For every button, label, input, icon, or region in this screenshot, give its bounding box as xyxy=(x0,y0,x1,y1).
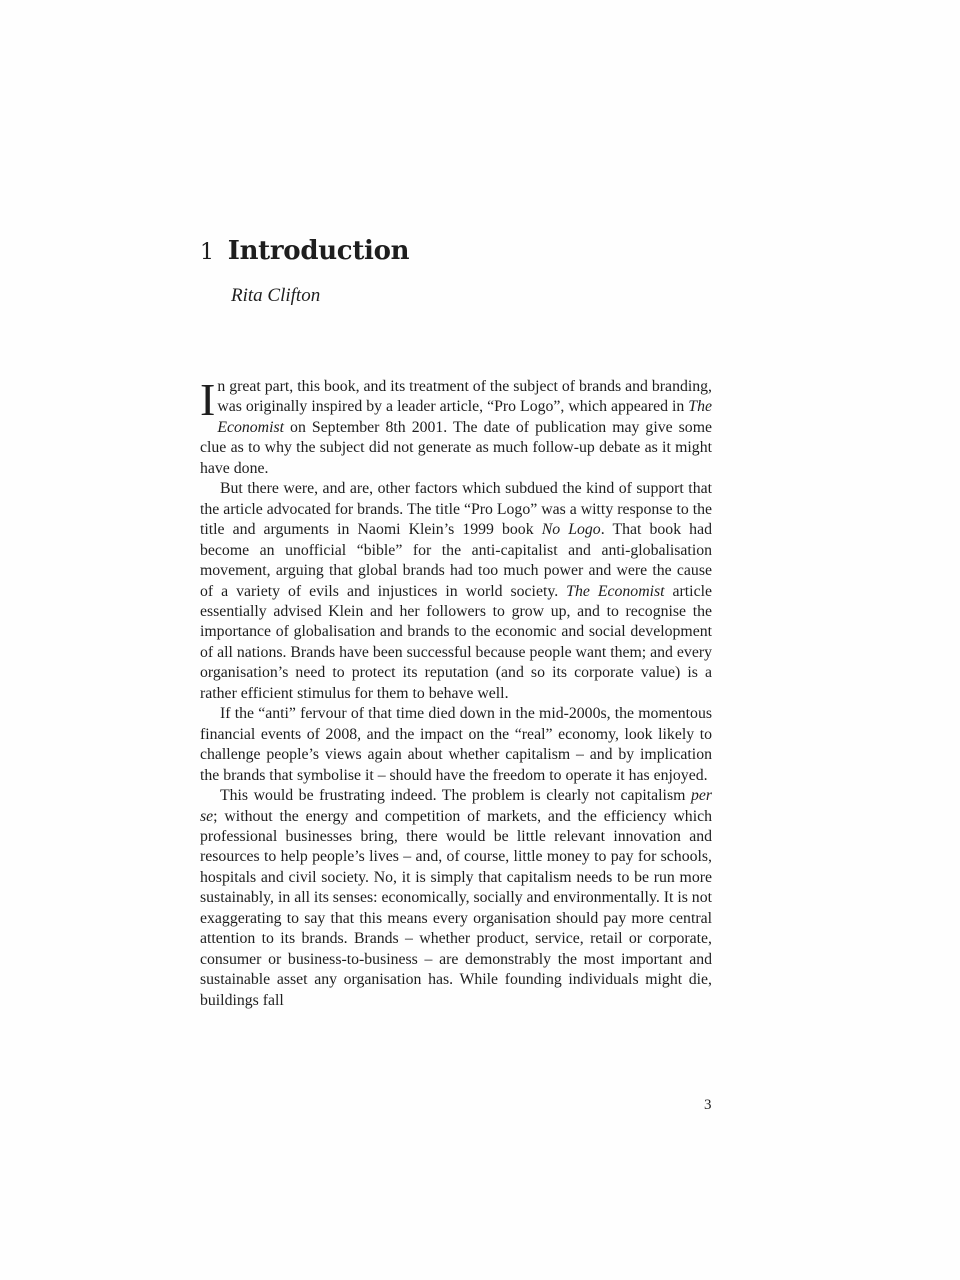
paragraph-3: If the “anti” fervour of that time died down in the mid-2000s, the momentous financial events of 2008, and the impact on the “real” economy, look likely to challenge people’s views again about whether capitalism – and by implication the brands that symbolise it – should have the freedom to operate it has enjoyed. xyxy=(200,705,712,784)
italic-term: per se xyxy=(200,787,712,825)
chapter-heading xyxy=(200,234,409,270)
paragraph-2: But there were, and are, other factors which subdued the kind of support that the article advocated for brands. The title “Pro Logo” was a witty response to the title and arguments in Naomi Klein’s 1999 book No Logo. That book had become an unofficial “bible” for the anti-capitalist and anti-globalisation movement, arguing that global brands had too much power and were the cause of a variety of evils and injustices in world society. The Economist article essentially advised Klein and her followers to grow up, and to recognise the importance of globalisation and brands to the economic and social development of all nations. Brands have been successful because people want them; and every organisation’s need to protect its reputation (and so its corporate value) is a rather efficient stimulus for them to behave well. xyxy=(200,480,712,702)
body-text xyxy=(200,374,712,1011)
italic-title: The Economist xyxy=(217,398,712,436)
chapter-title: Introduction xyxy=(227,236,410,266)
paragraph-4: This would be frustrating indeed. The problem is clearly not capitalism per se; without the energy and competition of markets, and the efficiency which professional businesses bring, there would be little relevant innovation and resources to help people’s lives – and, of course, little money to pay for schools, hospitals and civil society. No, it is simply that capitalism needs to be run more sustainably, in all its senses: economically, socially and environmentally. It is not exaggerating to say that this means every organisation should pay more central attention to its brands. Brands – whether product, service, retail or corporate, consumer or business-to-business – are demonstrably the most important and sustainable asset any organisation has. While founding individuals might die, buildings fall xyxy=(200,787,712,1009)
italic-title: No Logo xyxy=(541,521,601,539)
chapter-number: 1 xyxy=(200,240,214,265)
drop-cap: I xyxy=(200,374,216,425)
italic-title: The Economist xyxy=(566,582,665,600)
page-number: 3 xyxy=(704,1097,712,1113)
chapter-author: Rita Clifton xyxy=(231,285,321,306)
paragraph-1: In great part, this book, and its treatment of the subject of brands and branding, was originally inspired by a leader article, “Pro Logo”, which appeared in The Economist on September 8th 2001. The date of publication may give some clue as to why the subject did not generate as much follow-up debate as it might have done. xyxy=(200,374,712,477)
